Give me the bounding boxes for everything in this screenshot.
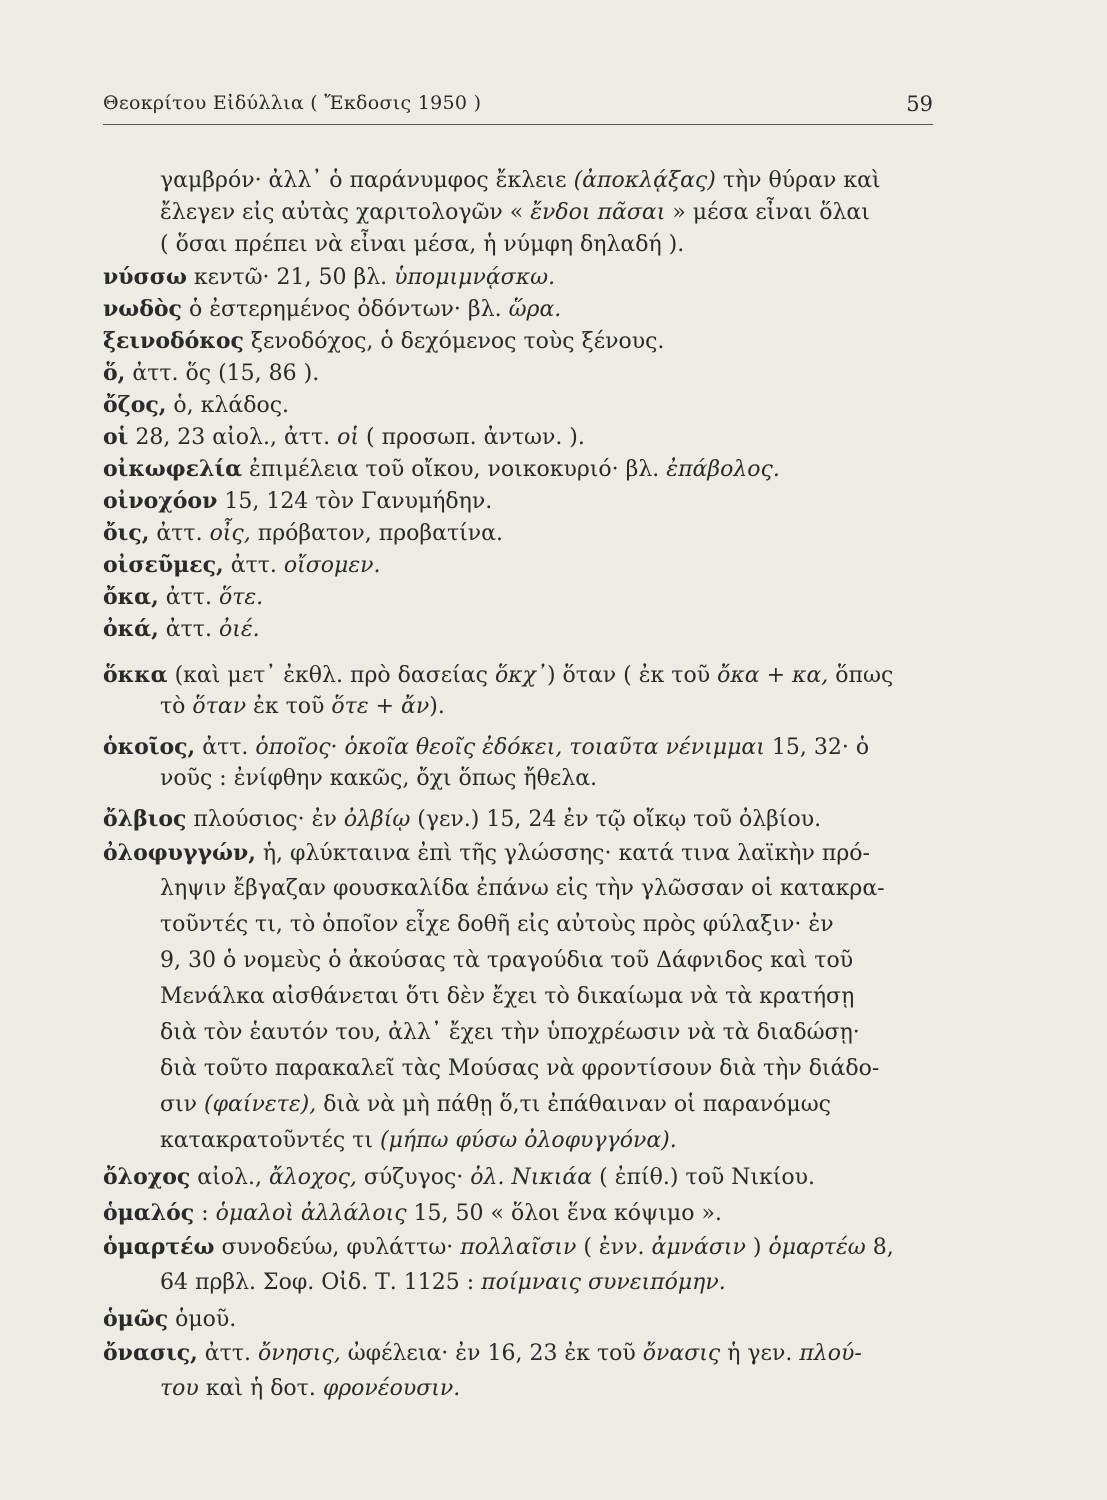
entry-line — [103, 732, 869, 763]
headword: ὅ, — [103, 360, 126, 386]
italic-text: ὅκχ᾽ — [494, 663, 547, 688]
text: ὅπως — [828, 663, 894, 688]
text: κεντῶ· 21, 50 βλ. — [186, 265, 395, 290]
entry-line — [103, 358, 319, 389]
italic-text: ὅτε. — [218, 585, 264, 610]
text: ἔλεγεν εἰς αὐτὰς χαριτολογῶν « — [160, 200, 531, 225]
italic-text: ἄλοχος, — [268, 1165, 357, 1190]
text: τοῦντές τι, τὸ ὁποῖον εἶχε δοθῆ εἰς αὐτοὺς πρὸς φύλαξιν· ἐν — [160, 912, 834, 937]
text: ἀττ. — [195, 735, 256, 760]
entry-line — [103, 390, 289, 421]
text-line — [160, 764, 597, 794]
entry-line — [103, 1304, 236, 1335]
text: ἡ γεν. — [720, 1341, 800, 1366]
text-line — [160, 1090, 831, 1120]
text: ἀττ. ὅς (15, 86 ). — [125, 361, 320, 386]
text: ἡ, φλύκταινα ἐπὶ τῆς γλώσσης· κατά τινα λαϊκὴν πρό- — [255, 841, 870, 866]
headword: ὄνασις, — [103, 1340, 198, 1366]
text-line — [160, 692, 445, 722]
italic-text: πολλαῖσιν — [460, 1235, 577, 1260]
text: 15, 32· ὁ — [764, 735, 870, 760]
headword: οἰνοχόον — [103, 488, 218, 514]
text-line — [160, 982, 854, 1012]
entry-line — [103, 582, 263, 613]
italic-text: οἴσομεν. — [283, 553, 381, 578]
italic-text: ὑπομιμνᾴσκω. — [394, 265, 556, 290]
entry-line — [103, 1232, 894, 1263]
italic-text: ὄνησις, — [257, 1341, 341, 1366]
text-line — [160, 1268, 726, 1298]
text-line — [160, 1054, 879, 1084]
headword: νωδὸς — [103, 296, 182, 322]
headword: ὄζος, — [103, 392, 167, 418]
text: : — [194, 1201, 216, 1226]
entry-line — [103, 838, 870, 869]
text-line — [160, 946, 853, 976]
text: (καὶ μετ᾽ ἐκθλ. πρὸ δασείας — [167, 663, 495, 688]
text-line — [160, 1374, 460, 1404]
text: σύζυγος· — [356, 1165, 471, 1190]
headword: οἰσεῦμες, — [103, 552, 224, 578]
entry-line — [103, 454, 780, 485]
text: καὶ ἡ δοτ. — [198, 1376, 323, 1401]
headword: ὁμαρτέω — [103, 1234, 215, 1260]
text: τὸ — [160, 694, 193, 719]
text: (γεν.) 15, 24 ἐν τῷ οἴκῳ τοῦ ὀλβίου. — [410, 807, 822, 832]
text: ( ἐπίθ.) τοῦ Νικίου. — [592, 1165, 816, 1190]
headword: ὁκοῖος, — [103, 734, 196, 760]
headword: οἰκωφελία — [103, 456, 243, 482]
italic-text: οἱ — [337, 425, 359, 450]
italic-text: του — [160, 1376, 199, 1401]
text: ἀττ. — [149, 521, 210, 546]
italic-text: (μήπω φύσω ὀλοφυγγόνα). — [380, 1128, 677, 1153]
text: νοῦς : ἐνίφθην κακῶς, ὄχι ὅπως ἤθελα. — [160, 766, 598, 791]
header-rule — [103, 124, 933, 125]
text-line — [160, 874, 885, 904]
headword: ξεινοδόκος — [103, 328, 244, 354]
headword: ὄλβιος — [103, 806, 187, 832]
text: ἐκ τοῦ — [246, 694, 332, 719]
text: 9, 30 ὁ νομεὺς ὁ ἀκούσας τὰ τραγούδια τοῦ Δάφνιδος καὶ τοῦ — [160, 948, 854, 973]
text-line — [160, 198, 870, 228]
italic-text: πλού- — [799, 1341, 862, 1366]
page-number: 59 — [906, 92, 933, 116]
headword: ὀκά, — [103, 616, 159, 642]
italic-text: ὄκα + κα, — [717, 663, 829, 688]
text: ) ὅταν ( ἐκ τοῦ — [546, 663, 718, 688]
italic-text: οἶς, — [209, 521, 251, 546]
running-title: Θεοκρίτου Εἰδύλλια ( Ἔκδοσις 1950 ) — [103, 92, 482, 114]
text: ἐπιμέλεια τοῦ οἴκου, νοικοκυριό· βλ. — [242, 457, 667, 482]
italic-text: ὁποῖος· ὁκοῖα θεοῖς ἐδόκει, τοιαῦτα νένιμμαι — [255, 735, 765, 760]
headword: ὄις, — [103, 520, 150, 546]
italic-text: ὀλ. Νικιάα — [470, 1165, 593, 1190]
entry-line — [103, 262, 555, 293]
text: ἀττ. — [197, 1341, 258, 1366]
italic-text: ὄνασις — [642, 1341, 721, 1366]
italic-text: ὅτε + ἄν — [331, 694, 430, 719]
text: 8, — [865, 1235, 894, 1260]
text: ). — [429, 694, 445, 719]
text: 28, 23 αἰολ., ἀττ. — [128, 425, 338, 450]
entry-line — [103, 804, 821, 835]
text: ἀττ. — [158, 585, 219, 610]
text: συνοδεύω, φυλάττω· — [214, 1235, 461, 1260]
text: τὴν θύραν καὶ — [715, 168, 881, 193]
italic-text: ὁμαρτέω — [768, 1235, 866, 1260]
text-line — [160, 1126, 677, 1156]
headword: νύσσω — [103, 264, 187, 290]
text-line — [160, 910, 834, 940]
text: ἀττ. — [158, 617, 219, 642]
text: διὰ τοῦτο παρακαλεῖ τὰς Μούσας νὰ φροντίσουν διὰ τὴν διάδο- — [160, 1056, 880, 1081]
text: αἰολ., — [190, 1165, 269, 1190]
text: σιν — [160, 1092, 205, 1117]
entry-line — [103, 1198, 722, 1229]
text: πλούσιος· ἐν — [186, 807, 344, 832]
text: ( ὅσαι πρέπει νὰ εἶναι μέσα, ἡ νύμφη δηλαδή ). — [160, 232, 685, 257]
headword: ὅκκα — [103, 662, 168, 688]
headword: ὄλοχος — [103, 1164, 191, 1190]
entry-line — [103, 1338, 862, 1369]
italic-text: (ἀποκλᾴξας) — [573, 168, 716, 193]
headword: ὁμαλός — [103, 1200, 195, 1226]
text: 64 πρβλ. Σοφ. Οἰδ. Τ. 1125 : — [160, 1270, 482, 1295]
italic-text: ὁμαλοὶ ἀλλάλοις — [215, 1201, 407, 1226]
text: κατακρατοῦντές τι — [160, 1128, 381, 1153]
entry-line — [103, 422, 585, 453]
text: ) — [745, 1235, 769, 1260]
italic-text: ἀμνάσιν — [651, 1235, 746, 1260]
text: » μέσα εἶναι ὅλαι — [665, 200, 870, 225]
text: γαμβρόν· ἀλλ᾽ ὁ παράνυμφος ἔκλειε — [160, 168, 574, 193]
italic-text: φρονέουσιν. — [322, 1376, 461, 1401]
entry-line — [103, 486, 492, 517]
text: ληψιν ἔβγαζαν φουσκαλίδα ἐπάνω εἰς τὴν γλῶσσαν οἱ κατακρα- — [160, 876, 885, 901]
italic-text: (φαίνετε), — [204, 1092, 317, 1117]
headword: ὄκα, — [103, 584, 159, 610]
text: ἀττ. — [223, 553, 284, 578]
text: πρόβατον, προβατίνα. — [250, 521, 503, 546]
headword: ὀλοφυγγών, — [103, 840, 256, 866]
text: 15, 124 τὸν Γανυμήδην. — [217, 489, 493, 514]
text: ὁ, κλάδος. — [166, 393, 290, 418]
text: ( προσωπ. ἀντων. ). — [359, 425, 585, 450]
text: ( ἐνν. — [576, 1235, 652, 1260]
italic-text: ὅταν — [192, 694, 247, 719]
headword: ὁμῶς — [103, 1306, 169, 1332]
entry-line — [103, 326, 664, 357]
running-header — [103, 88, 933, 124]
text: ὁ ἐστερημένος ὀδόντων· βλ. — [181, 297, 509, 322]
text: 15, 50 « ὅλοι ἕνα κόψιμο ». — [406, 1201, 722, 1226]
entry-line — [103, 614, 260, 645]
entry-line — [103, 1162, 815, 1193]
entry-line — [103, 518, 503, 549]
text: ὠφέλεια· ἐν 16, 23 ἐκ τοῦ — [340, 1341, 643, 1366]
italic-text: ὀλβίῳ — [343, 807, 411, 832]
text: διὰ τὸν ἑαυτόν του, ἀλλ᾽ ἔχει τὴν ὑποχρέωσιν νὰ τὰ διαδώσῃ· — [160, 1020, 860, 1045]
text: ξενοδόχος, ὁ δεχόμενος τοὺς ξένους. — [243, 329, 665, 354]
entry-line — [103, 660, 893, 691]
text-line — [160, 166, 881, 196]
entry-line — [103, 294, 561, 325]
entry-line — [103, 550, 381, 581]
text-line — [160, 230, 684, 260]
italic-text: ἔνδοι πᾶσαι — [530, 200, 666, 225]
italic-text: ὥρα. — [508, 297, 562, 322]
text-line — [160, 1018, 860, 1048]
text: διὰ νὰ μὴ πάθῃ ὅ,τι ἐπάθαιναν οἱ παρανόμως — [316, 1092, 831, 1117]
italic-text: ποίμναις συνειπόμην. — [481, 1270, 726, 1295]
text: ὁμοῦ. — [168, 1307, 237, 1332]
italic-text: ὀιέ. — [218, 617, 260, 642]
headword: οἱ — [103, 424, 129, 450]
text: Μενάλκα αἰσθάνεται ὅτι δὲν ἔχει τὸ δικαίωμα νὰ τὰ κρατήσῃ — [160, 984, 855, 1009]
italic-text: ἐπάβολος. — [666, 457, 780, 482]
